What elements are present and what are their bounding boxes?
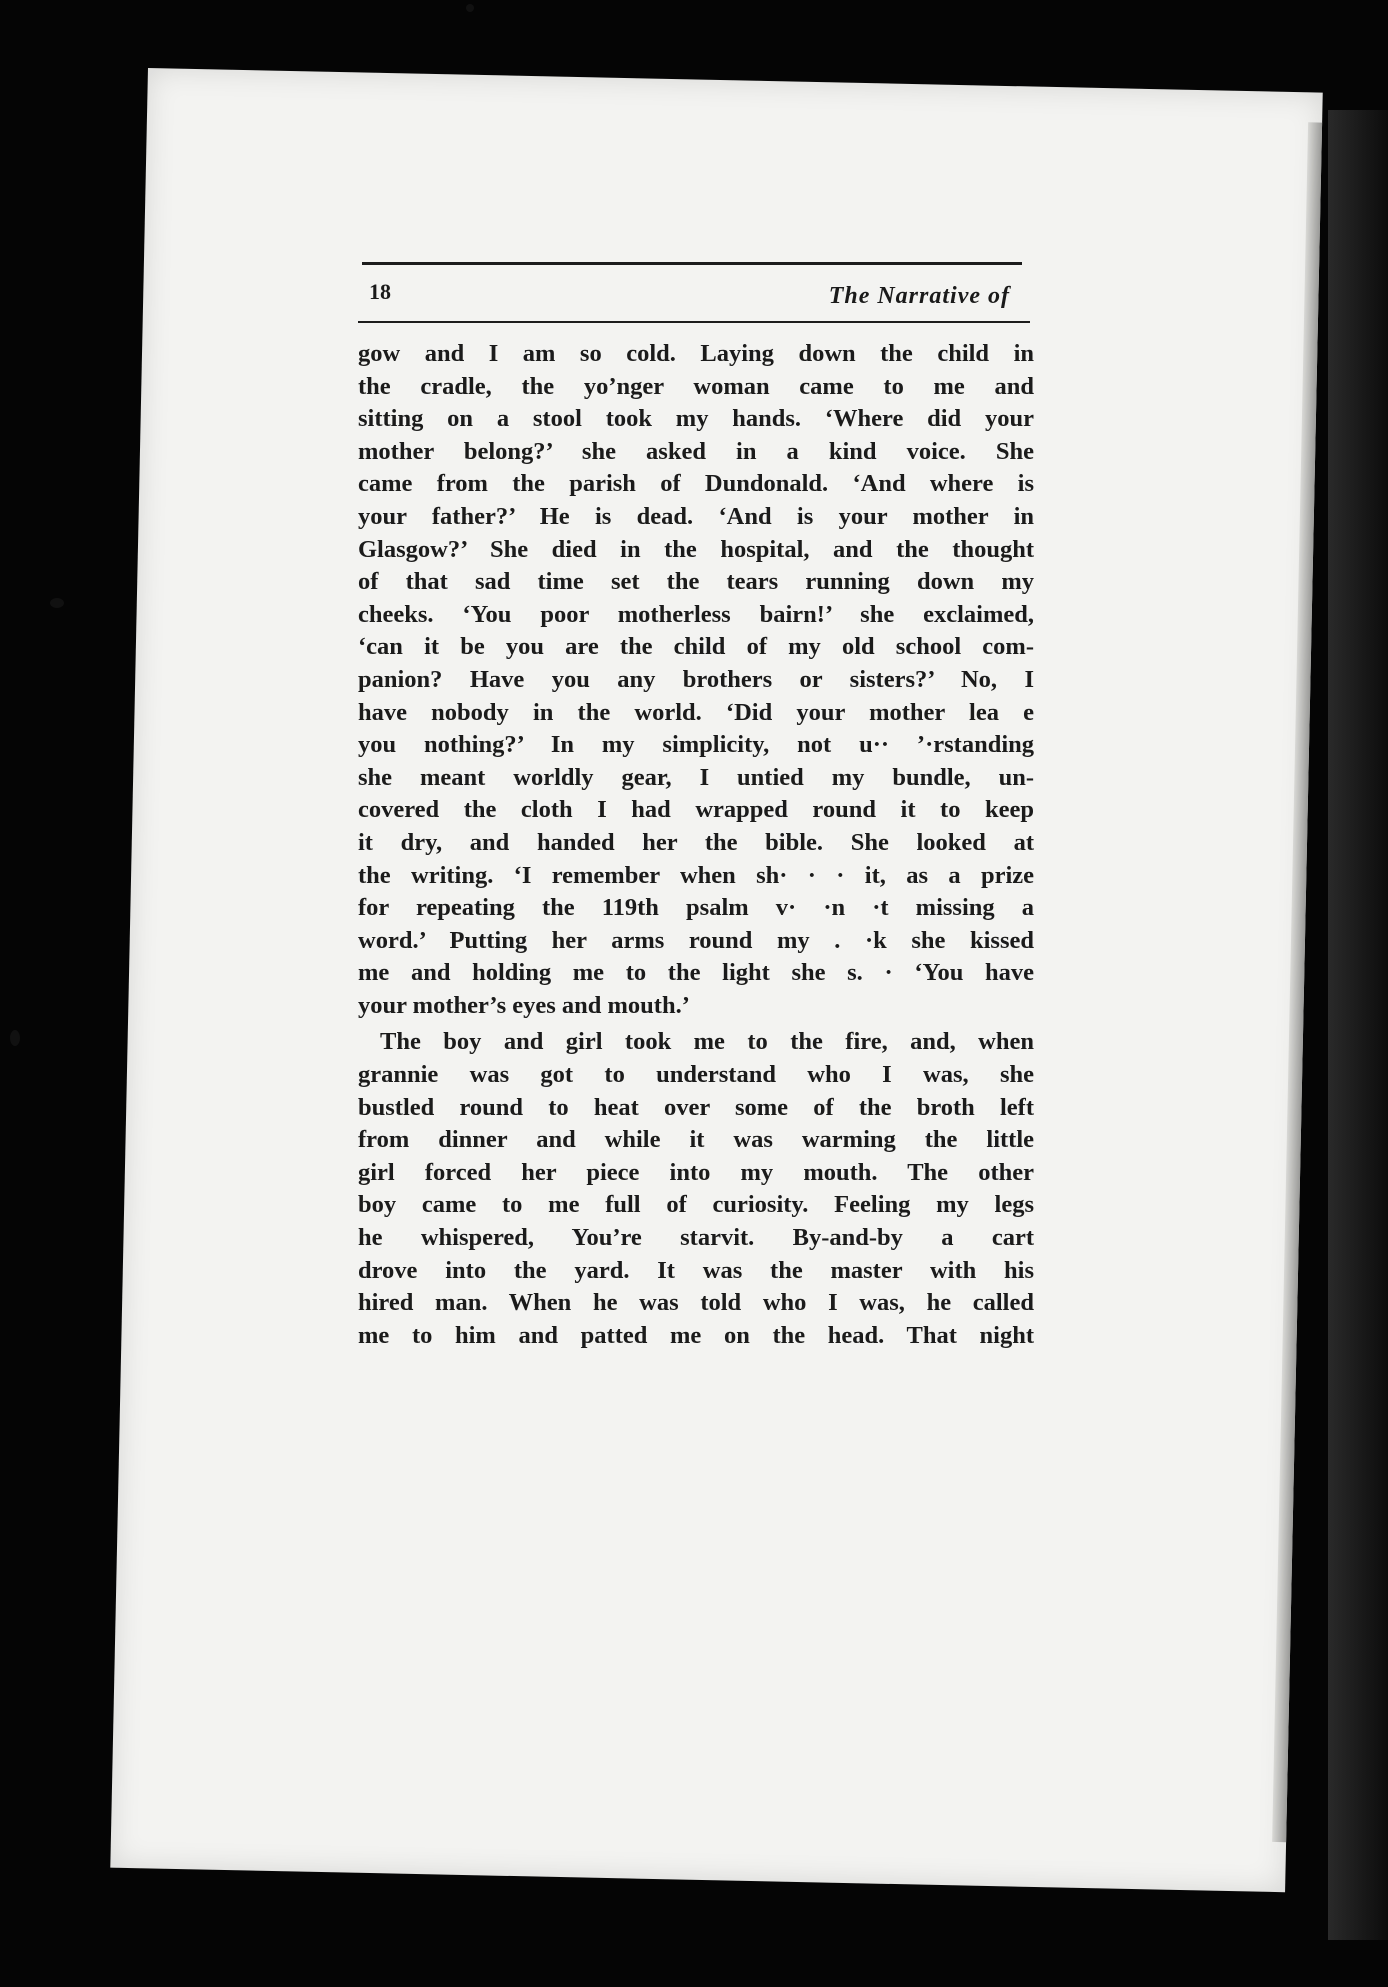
text-line: you nothing?’ In my simplicity, not u·· ’·rstanding (358, 731, 1034, 759)
text-line: grannie was got to understand who I was, she (358, 1061, 1034, 1089)
text-line: your father?’ He is dead. ‘And is your mother in (358, 502, 1034, 530)
scan-speck (10, 1030, 20, 1046)
text-line: from dinner and while it was warming the little (358, 1126, 1034, 1154)
header-rule-top (362, 262, 1022, 265)
text-line: mother belong?’ she asked in a kind voice. She (358, 437, 1034, 465)
text-line: the writing. ‘I remember when sh· · · it, as a prize (358, 861, 1034, 889)
text-line: sitting on a stool took my hands. ‘Where did your (358, 405, 1034, 433)
text-line: the cradle, the yo’nger woman came to me and (358, 372, 1034, 400)
text-line: ‘can it be you are the child of my old school com- (358, 633, 1034, 661)
text-line: gow and I am so cold. Laying down the child in (358, 340, 1034, 367)
text-line: me to him and patted me on the head. That night (358, 1321, 1034, 1349)
scan-speck (466, 4, 474, 12)
text-line: hired man. When he was told who I was, he called (358, 1289, 1034, 1317)
text-line: boy came to me full of curiosity. Feeling my legs (358, 1191, 1034, 1219)
text-line: covered the cloth I had wrapped round it to keep (358, 796, 1034, 824)
page-edge-shadow (1272, 122, 1322, 1842)
text-line: your mother’s eyes and mouth.’ (358, 991, 690, 1019)
running-title: The Narrative of (828, 283, 1010, 309)
text-line: me and holding me to the light she s. · ‘You have (358, 959, 1034, 987)
paragraph (358, 1026, 1034, 1352)
text-line: he whispered, You’re starvit. By-and-by a cart (358, 1224, 1034, 1252)
text-line: word.’ Putting her arms round my . ·k she kissed (358, 926, 1034, 954)
body-text (358, 338, 1034, 1352)
text-line: of that sad time set the tears running down my (358, 568, 1034, 596)
text-line: have nobody in the world. ‘Did your mother lea e (358, 698, 1034, 726)
facing-page-edge (1328, 110, 1388, 1940)
text-line: drove into the yard. It was the master with his (358, 1256, 1034, 1284)
text-line: panion? Have you any brothers or sisters?’ No, I (358, 665, 1034, 693)
text-line: came from the parish of Dundonald. ‘And where is (358, 470, 1034, 498)
text-line: she meant worldly gear, I untied my bundle, un- (358, 763, 1034, 791)
text-line: bustled round to heat over some of the broth left (358, 1093, 1034, 1121)
scan-speck (50, 598, 64, 608)
text-line: cheeks. ‘You poor motherless bairn!’ she exclaimed, (358, 600, 1034, 628)
text-line: girl forced her piece into my mouth. The other (358, 1158, 1034, 1186)
text-line: Glasgow?’ She died in the hospital, and the thought (358, 535, 1034, 563)
page-header (365, 275, 1030, 315)
page-number: 18 (369, 279, 391, 304)
paragraph (358, 338, 1034, 1022)
header-rule-bottom (358, 321, 1030, 323)
text-line: it dry, and handed her the bible. She looked at (358, 828, 1034, 856)
text-line: for repeating the 119th psalm v· ·n ·t missing a (358, 894, 1034, 922)
text-line: The boy and girl took me to the fire, and, when (380, 1028, 1034, 1056)
